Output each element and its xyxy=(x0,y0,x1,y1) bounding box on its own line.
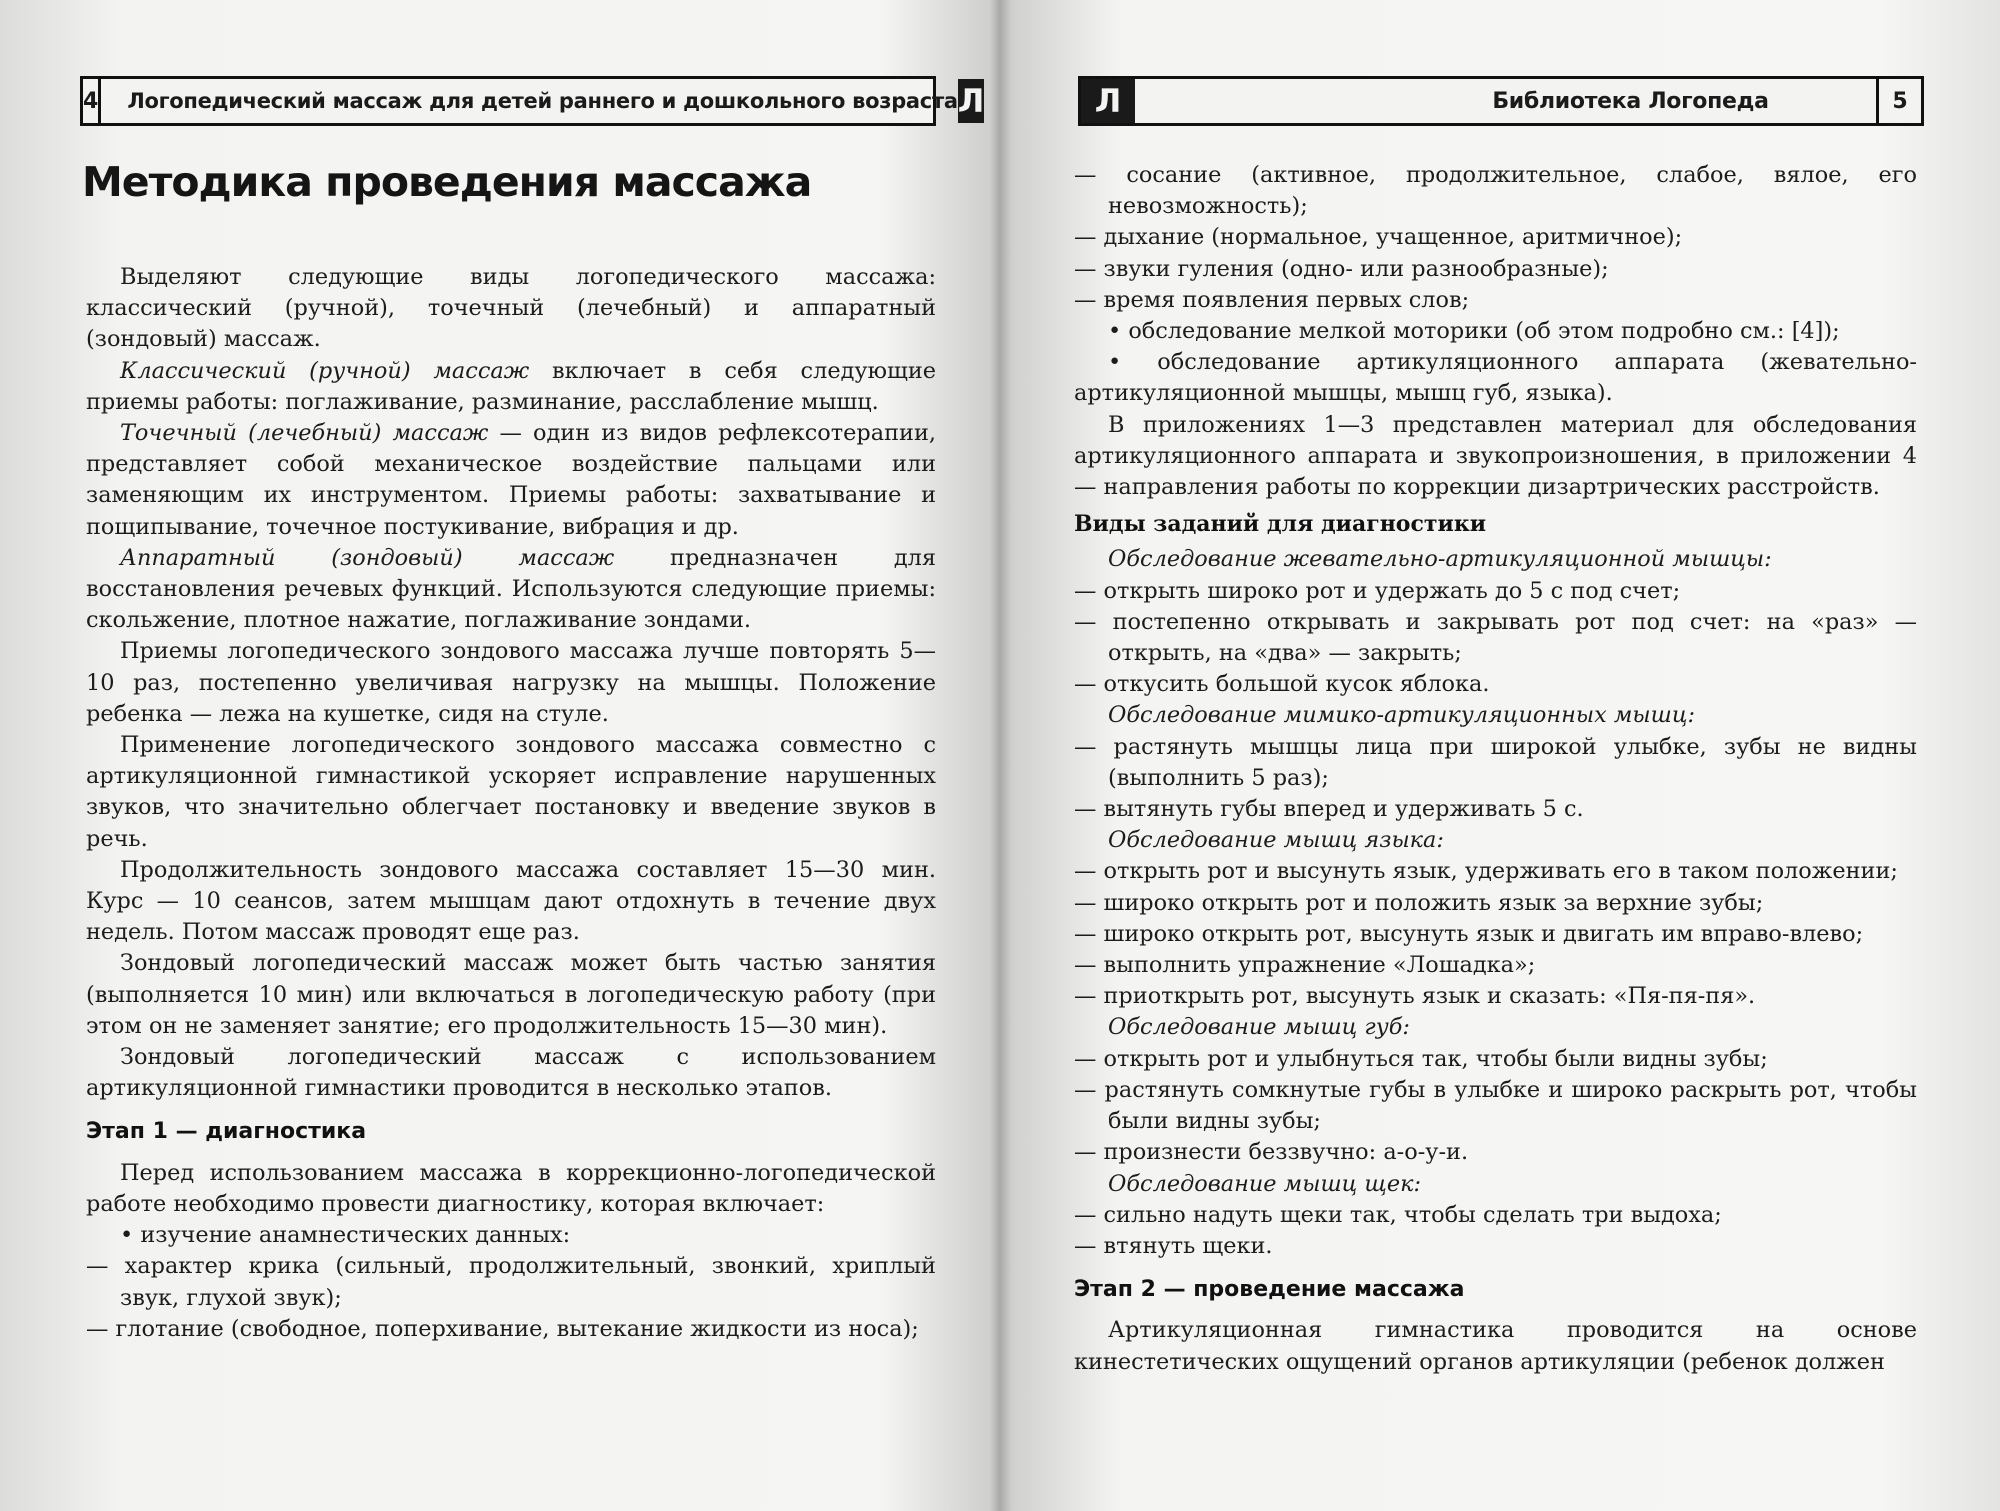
dash-item: — выполнить упражнение «Лошадка»; xyxy=(1074,952,1536,979)
term-definition: — один из видов рефлексотерапии, представляет собой механическое воздействие пальцами или заменяющим их инструментом. Приемы работы: захватывание и пощипывание, точечное постукивание, вибрация и др. xyxy=(86,420,936,540)
left-body-text xyxy=(86,262,936,1345)
term-italic: Аппаратный (зондовый) массаж xyxy=(120,544,615,571)
bullet-item: • обследование артикуляционного аппарата (жевательно-артикуляционной мышцы, мышц губ, языка). xyxy=(1074,349,1917,407)
logopedist-logo-icon: Л xyxy=(1081,79,1135,123)
left-page-number: 4 xyxy=(83,79,101,123)
dash-item: — характер крика (сильный, продолжительный, звонкий, хриплый звук, глухой звук); xyxy=(86,1253,936,1311)
dash-item: — приоткрыть рот, высунуть язык и сказать: «Пя-пя-пя». xyxy=(1074,983,1756,1010)
dash-item: — звуки гуления (одно- или разнообразные); xyxy=(1074,255,1609,282)
paragraph xyxy=(86,418,936,543)
group-title: Обследование мышц губ: xyxy=(1108,1014,1410,1041)
group-title: Обследование мимико-артикуляционных мышц: xyxy=(1108,702,1695,729)
term-definition: предназначен для восстановления речевых функций. Используются следующие приемы: скольжение, плотное нажатие, поглаживание зондами. xyxy=(86,544,936,634)
dash-item: — произнести беззвучно: а-о-у-и. xyxy=(1074,1139,1469,1166)
paragraph: Зондовый логопедический массаж может быть частью занятия (выполняется 10 мин) или включаться в логопедическую работу (при этом он не заменяет занятие; его продолжительность 15—30 мин). xyxy=(86,950,936,1039)
paragraph: Применение логопедического зондового массажа совместно с артикуляционной гимнастикой ускоряет исправление нарушенных звуков, что значительно облегчает постановку и введение звуков в речь. xyxy=(86,732,936,852)
dash-item: — вытянуть губы вперед и удерживать 5 с. xyxy=(1074,796,1584,823)
dash-item: — втянуть щеки. xyxy=(1074,1232,1273,1259)
right-body-text xyxy=(1074,160,1917,1378)
right-running-header xyxy=(1078,76,1924,126)
dash-item: — время появления первых слов; xyxy=(1074,286,1470,313)
term-italic: Точечный (лечебный) массаж xyxy=(120,420,489,447)
term-definition: включает в себя следующие приемы работы: поглаживание, разминание, расслабление мышц. xyxy=(86,357,937,415)
dash-item: — сильно надуть щеки так, чтобы сделать три выдоха; xyxy=(1074,1201,1722,1228)
dash-item: — постепенно открывать и закрывать рот под счет: на «раз» — открыть, на «два» — закрыть; xyxy=(1074,608,1917,667)
dash-item: — глотание (свободное, поперхивание, вытекание жидкости из носа); xyxy=(86,1315,919,1342)
bullet-item: • изучение анамнестических данных: xyxy=(120,1222,571,1249)
stage2-heading: Этап 2 — проведение массажа xyxy=(1074,1277,1465,1303)
paragraph xyxy=(86,543,936,637)
group-title: Обследование жевательно-артикуляционной мышцы: xyxy=(1108,546,1772,573)
paragraph: Зондовый логопедический массаж с использованием артикуляционной гимнастики проводится в несколько этапов. xyxy=(86,1044,936,1102)
paragraph: Артикуляционная гимнастика проводится на основе кинестетических ощущений органов артикуляции (ребенок должен xyxy=(1074,1317,1917,1375)
paragraph: Продолжительность зондового массажа составляет 15—30 мин. Курс — 10 сеансов, затем мышцам дают отдохнуть в течение двух недель. Потом массаж проводят еще раз. xyxy=(86,856,936,946)
chapter-heading: Методика проведения массажа xyxy=(82,158,812,206)
paragraph: Выделяют следующие виды логопедического массажа: классический (ручной), точечный (лечебный) и аппаратный (зондовый) массаж. xyxy=(86,264,936,353)
term-italic: Классический (ручной) массаж xyxy=(120,357,530,384)
paragraph xyxy=(86,356,936,418)
logopedist-logo-icon: Л xyxy=(958,79,985,123)
stage1-heading: Этап 1 — диагностика xyxy=(86,1119,367,1145)
paragraph: Приемы логопедического зондового массажа лучше повторять 5—10 раз, постепенно увеличивая нагрузку на мышцы. Положение ребенка — лежа на кушетке, сидя на стуле. xyxy=(86,638,936,727)
right-page-number: 5 xyxy=(1876,79,1921,123)
right-running-title: Библиотека Логопеда xyxy=(1492,88,1769,114)
bullet-item: • обследование мелкой моторики (об этом подробно см.: [4]); xyxy=(1108,318,1840,345)
dash-item: — широко открыть рот и положить язык за верхние зубы; xyxy=(1074,889,1764,916)
dash-item: — растянуть сомкнутые губы в улыбке и широко раскрыть рот, чтобы были видны зубы; xyxy=(1074,1076,1917,1135)
dash-item: — откусить большой кусок яблока. xyxy=(1074,671,1490,698)
right-page xyxy=(1000,0,2000,1511)
dash-item: — дыхание (нормальное, учащенное, аритмичное); xyxy=(1074,224,1683,251)
left-running-header xyxy=(80,76,985,126)
tasks-heading: Виды заданий для диагностики xyxy=(1074,511,1487,538)
dash-item: — открыть рот и улыбнуться так, чтобы были видны зубы; xyxy=(1074,1045,1768,1072)
left-running-title: Логопедический массаж для детей раннего и дошкольного возраста xyxy=(127,89,958,113)
group-title: Обследование мышц языка: xyxy=(1108,827,1444,854)
paragraph: В приложениях 1—3 представлен материал для обследования артикуляционного аппарата и звукопроизношения, в приложении 4 — направления работы по коррекции дизартрических расстройств. xyxy=(1074,411,1917,501)
dash-item: — растянуть мышцы лица при широкой улыбке, зубы не видны (выполнить 5 раз); xyxy=(1074,733,1917,791)
dash-item: — открыть широко рот и удержать до 5 с под счет; xyxy=(1074,577,1681,604)
group-title: Обследование мышц щек: xyxy=(1108,1170,1421,1197)
dash-item: — открыть рот и высунуть язык, удерживать его в таком положении; xyxy=(1074,858,1898,885)
dash-item: — сосание (активное, продолжительное, слабое, вялое, его невозможность); xyxy=(1074,162,1917,220)
paragraph: Перед использованием массажа в коррекционно-логопедической работе необходимо провести диагностику, которая включает: xyxy=(86,1159,936,1217)
dash-item: — широко открыть рот, высунуть язык и двигать им вправо-влево; xyxy=(1074,920,1864,947)
